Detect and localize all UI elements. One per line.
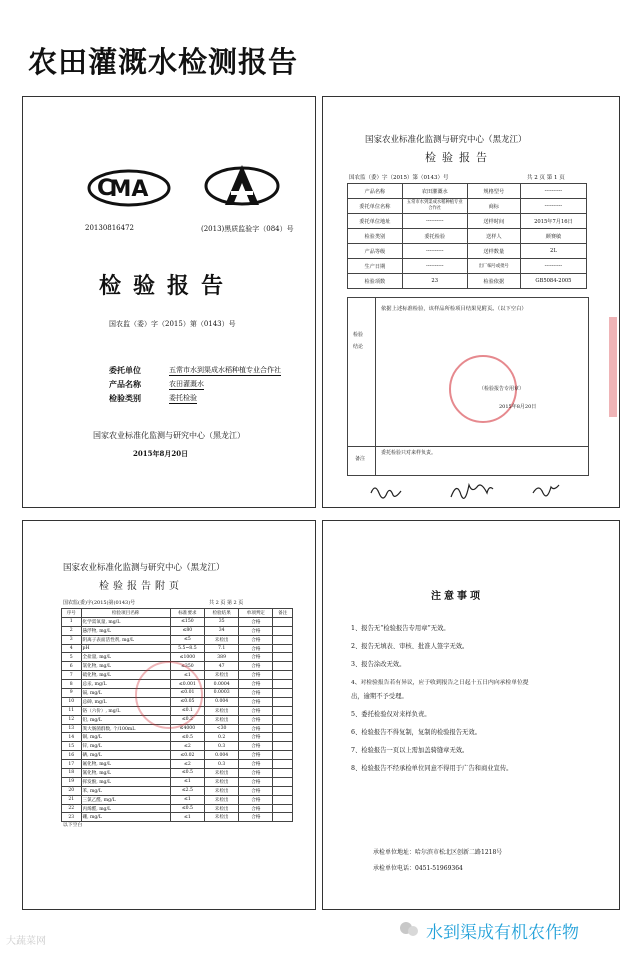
- cell: 合格: [239, 653, 273, 662]
- appendix-blank-note: 以下空白: [63, 823, 83, 828]
- column-header: 序号: [62, 609, 82, 618]
- cell: 合格: [239, 795, 273, 804]
- cover-field-value: 五常市水到渠成水稻种植专业合作社: [169, 366, 281, 374]
- cell: 10: [62, 697, 82, 706]
- cell: [273, 626, 293, 635]
- cover-code-right: (2013)黑质监验字（084）号: [201, 225, 294, 233]
- cell: [273, 617, 293, 626]
- cell: [273, 706, 293, 715]
- table-header-row: [62, 609, 293, 618]
- cell: ≤0.02: [170, 751, 204, 760]
- cell: [273, 760, 293, 769]
- cell: 15: [62, 742, 82, 751]
- cell: 合格: [239, 697, 273, 706]
- cell: 检验类别: [348, 229, 403, 244]
- table-row: [62, 635, 293, 644]
- table-row: [62, 804, 293, 813]
- cell: 0.0003: [205, 689, 239, 698]
- notice-item: 2、报告无填表、审核、批准人签字无效。: [351, 643, 469, 650]
- signatures: [365, 479, 585, 503]
- cell: 商标: [467, 199, 520, 214]
- page-title: 农田灌溉水检测报告: [28, 45, 299, 79]
- cell: 合格: [239, 777, 273, 786]
- appendix-stamp: [135, 661, 203, 729]
- cell: 合格: [239, 724, 273, 733]
- cell: [273, 662, 293, 671]
- report-title: 检验报告: [425, 151, 493, 164]
- cell: 合格: [239, 671, 273, 680]
- cell: 产品等级: [348, 244, 403, 259]
- cell: 苯, mg/L: [81, 786, 170, 795]
- column-header: 单项判定: [239, 609, 273, 618]
- cell: ≤150: [170, 617, 204, 626]
- cell: 合格: [239, 804, 273, 813]
- cell: [273, 715, 293, 724]
- table-row: [348, 229, 587, 244]
- cell: 7.1: [205, 644, 239, 653]
- cell: 总汞, mg/L: [81, 680, 170, 689]
- cell: 20: [62, 786, 82, 795]
- report-number: 国农监（委）字（2015）第（0143）号: [349, 175, 449, 181]
- cell: [273, 804, 293, 813]
- cell: [273, 697, 293, 706]
- cell: 未检出: [205, 706, 239, 715]
- cell: 合格: [239, 813, 273, 822]
- notice-item: 出，逾期不予受理。: [351, 693, 408, 700]
- table-row: [348, 214, 587, 229]
- cover-field-label: 检验类别: [109, 393, 141, 403]
- cell: 规格型号: [467, 184, 520, 199]
- sign-date: 2015年8月20日: [499, 404, 537, 410]
- cell: 铜, mg/L: [81, 733, 170, 742]
- cell: 颜赛敏: [520, 229, 586, 244]
- cell: 6: [62, 662, 82, 671]
- report-page: [322, 96, 620, 508]
- cell: 合格: [239, 733, 273, 742]
- table-row: [62, 644, 293, 653]
- cell: ≤5: [170, 635, 204, 644]
- cell: ≤0.01: [170, 689, 204, 698]
- cover-org: 国家农业标准化监测与研究中心（黑龙江）: [93, 431, 245, 440]
- notice-phone: 承检单位电话：0451-51969364: [373, 865, 463, 872]
- cell: 合格: [239, 662, 273, 671]
- cell: 11: [62, 706, 82, 715]
- cell: 5: [62, 653, 82, 662]
- cell: 17: [62, 760, 82, 769]
- cell: 送样人: [467, 229, 520, 244]
- table-row: [62, 813, 293, 822]
- table-row: [62, 786, 293, 795]
- column-header: 备注: [273, 609, 293, 618]
- svg-text:C: C: [97, 176, 114, 201]
- cell: 未检出: [205, 777, 239, 786]
- table-row: [62, 769, 293, 778]
- cell: 挥发酚, mg/L: [81, 777, 170, 786]
- report-info-table: [347, 183, 587, 289]
- cell: ≤80: [170, 626, 204, 635]
- cell: 合格: [239, 769, 273, 778]
- cell: 送样数量: [467, 244, 520, 259]
- cell: ----------: [520, 199, 586, 214]
- wechat-icon: [398, 918, 420, 940]
- cell: 0.0004: [205, 680, 239, 689]
- table-row: [348, 184, 587, 199]
- notice-item: 8、检验报告不经承检单位同意不得用于广告和商业宣传。: [351, 765, 513, 772]
- cell: [273, 653, 293, 662]
- footer-brand: 水到渠成有机农作物: [426, 923, 579, 943]
- conclusion-label: 检验结论: [353, 332, 364, 350]
- cell: 检验项数: [348, 274, 403, 289]
- appendix-org: 国家农业标准化监测与研究中心（黑龙江）: [63, 563, 225, 573]
- svg-text:MA: MA: [109, 177, 149, 202]
- footer: [0, 908, 640, 960]
- cal-logo: [201, 159, 283, 213]
- cell: 丙烯醛, mg/L: [81, 804, 170, 813]
- remark-text: 委托检验只对来样负责。: [381, 450, 437, 456]
- cell: [273, 769, 293, 778]
- cell: 3: [62, 635, 82, 644]
- cell: 氟化物, mg/L: [81, 760, 170, 769]
- notice-item: 6、检验报告不得复制，复制的检验报告无效。: [351, 729, 481, 736]
- cell: ≤1000: [170, 653, 204, 662]
- cell: 铅, mg/L: [81, 715, 170, 724]
- cell: ----------: [520, 184, 586, 199]
- cell: ≤1: [170, 795, 204, 804]
- cell: 47: [205, 662, 239, 671]
- cell: 化学需氧量, mg/L: [81, 617, 170, 626]
- cell: 0.3: [205, 742, 239, 751]
- stamp-text: （检验报告专用章）: [479, 386, 525, 392]
- cell: ≤0.05: [170, 697, 204, 706]
- cell: 锌, mg/L: [81, 742, 170, 751]
- cell: 389: [205, 653, 239, 662]
- cell: 合格: [239, 680, 273, 689]
- cell: 总砷, mg/L: [81, 697, 170, 706]
- cell: 未检出: [205, 715, 239, 724]
- cell: pH: [81, 644, 170, 653]
- cell: [273, 751, 293, 760]
- cover-date: 2015年8月20日: [133, 449, 189, 458]
- cell: 23: [402, 274, 467, 289]
- notice-item: 1、报告无“检验报告专用章”无效。: [351, 625, 450, 632]
- notice-page: [322, 520, 620, 910]
- cma-logo: [85, 165, 173, 211]
- cell: 委托检验: [402, 229, 467, 244]
- notice-title: 注意事项: [431, 591, 483, 602]
- conclusion-text: 依据上述标准检验，该样品所检项目结果见附页。（以下空白）: [381, 306, 527, 312]
- appendix-report-no: 国农监(委)字(2015)第(0143)号: [63, 600, 136, 606]
- cell: ≤2.5: [170, 786, 204, 795]
- cell: 2015年7月16日: [520, 214, 586, 229]
- cell: 未检出: [205, 813, 239, 822]
- notice-item: 4、对检验报告若有异议，应于收到报告之日起十五日内向承检单位提: [351, 680, 529, 686]
- cell: 出厂编号或批号: [467, 259, 520, 274]
- cell: [273, 671, 293, 680]
- cell: ≤1: [170, 777, 204, 786]
- notice-address: 承检单位地址：哈尔滨市松北区创新二路1218号: [373, 849, 503, 856]
- cell: 2: [62, 626, 82, 635]
- cell: 铬（六价）, mg/L: [81, 706, 170, 715]
- cell: 7: [62, 671, 82, 680]
- table-row: [62, 751, 293, 760]
- cell: GB5084-2005: [520, 274, 586, 289]
- cell: <30: [205, 724, 239, 733]
- cell: 合格: [239, 644, 273, 653]
- table-row: [62, 742, 293, 751]
- table-row: [62, 653, 293, 662]
- cell: 氰化物, mg/L: [81, 769, 170, 778]
- cell: 21: [62, 795, 82, 804]
- cell: ≤0.5: [170, 804, 204, 813]
- cell: 合格: [239, 760, 273, 769]
- cell: 未检出: [205, 671, 239, 680]
- cell: [273, 724, 293, 733]
- cell: [273, 680, 293, 689]
- table-row: [62, 733, 293, 742]
- notice-item: 7、检验报告一页以上需加盖骑缝章无效。: [351, 747, 469, 754]
- cell: 0.3: [205, 760, 239, 769]
- cell: 三氯乙醛, mg/L: [81, 795, 170, 804]
- cell: 23: [62, 813, 82, 822]
- table-row: [348, 244, 587, 259]
- cover-field-value: 委托检验: [169, 394, 197, 402]
- cell: 0.004: [205, 697, 239, 706]
- cell: 34: [205, 626, 239, 635]
- cell: [273, 733, 293, 742]
- cell: 8: [62, 680, 82, 689]
- cell: 镉, mg/L: [81, 689, 170, 698]
- cell: ----------: [520, 259, 586, 274]
- cell: 2L: [520, 244, 586, 259]
- table-row: [348, 199, 587, 214]
- cell: 0.2: [205, 733, 239, 742]
- cell: 委托单位名称: [348, 199, 403, 214]
- cell: 硼, mg/L: [81, 813, 170, 822]
- cell: 合格: [239, 751, 273, 760]
- appendix-title: 检验报告附页: [99, 581, 183, 592]
- watermark-left: 大蔬菜网: [6, 936, 46, 947]
- cell: 19: [62, 777, 82, 786]
- cell: 检验依据: [467, 274, 520, 289]
- cell: ≤1: [170, 671, 204, 680]
- cell: 14: [62, 733, 82, 742]
- cell: ≤2: [170, 760, 204, 769]
- report-org: 国家农业标准化监测与研究中心（黑龙江）: [365, 135, 527, 145]
- cell: 9: [62, 689, 82, 698]
- cell: 送样时间: [467, 214, 520, 229]
- cell: 合格: [239, 706, 273, 715]
- table-row: [62, 760, 293, 769]
- cell: 硫化物, mg/L: [81, 671, 170, 680]
- table-row: [62, 617, 293, 626]
- cell: 未检出: [205, 635, 239, 644]
- cell: 5.5~8.5: [170, 644, 204, 653]
- cell: [273, 689, 293, 698]
- cover-field-label: 委托单位: [109, 365, 141, 375]
- cell: ≤2: [170, 742, 204, 751]
- cell: 硒, mg/L: [81, 751, 170, 760]
- cell: 未检出: [205, 769, 239, 778]
- cell: ----------: [402, 214, 467, 229]
- cell: [273, 795, 293, 804]
- appendix-page: [22, 520, 316, 910]
- remark-label: 备注: [355, 456, 366, 462]
- cell: 委托单位地址: [348, 214, 403, 229]
- cell: 4: [62, 644, 82, 653]
- cover-field-value: 农田灌溉水: [169, 380, 204, 388]
- cell: 阴离子表面活性剂, mg/L: [81, 635, 170, 644]
- cell: 氯化物, mg/L: [81, 662, 170, 671]
- column-header: 检验结果: [205, 609, 239, 618]
- cell: [273, 786, 293, 795]
- table-row: [62, 795, 293, 804]
- cell: ≤350: [170, 662, 204, 671]
- cell: 全盐量, mg/L: [81, 653, 170, 662]
- cell: 合格: [239, 715, 273, 724]
- cell: 合格: [239, 742, 273, 751]
- cell: 1: [62, 617, 82, 626]
- cell: 悬浮物, mg/L: [81, 626, 170, 635]
- cell: 合格: [239, 626, 273, 635]
- conclusion-divider: [375, 297, 376, 445]
- cell: ≤0.5: [170, 733, 204, 742]
- cell: 粪大肠菌群数, 个/100mL: [81, 724, 170, 733]
- seam-stamp: [609, 317, 617, 417]
- cell: 生产日期: [348, 259, 403, 274]
- cell: ≤0.5: [170, 769, 204, 778]
- cover-page: [22, 96, 316, 508]
- cover-title: 检验报告: [99, 273, 236, 299]
- cell: [273, 644, 293, 653]
- cell: 未检出: [205, 786, 239, 795]
- cover-report-no: 国农监（委）字（2015）第（0143）号: [109, 320, 236, 328]
- cell: 未检出: [205, 804, 239, 813]
- cell: 合格: [239, 617, 273, 626]
- cell: ≤0.2: [170, 715, 204, 724]
- cell: 18: [62, 769, 82, 778]
- cell: 12: [62, 715, 82, 724]
- table-row: [348, 274, 587, 289]
- cell: 13: [62, 724, 82, 733]
- cell: ≤1: [170, 813, 204, 822]
- cell: ----------: [402, 259, 467, 274]
- table-row: [62, 626, 293, 635]
- cell: 35: [205, 617, 239, 626]
- cell: [273, 742, 293, 751]
- report-page-info: 共 2 页 第 1 页: [527, 175, 565, 181]
- cell: 22: [62, 804, 82, 813]
- cell: [273, 635, 293, 644]
- remark-divider: [375, 445, 376, 475]
- cell: ----------: [402, 244, 467, 259]
- cover-field-label: 产品名称: [109, 379, 141, 389]
- cell: 五常市水到渠成水稻种植专业合作社: [402, 199, 467, 214]
- column-header: 检验项目名称: [81, 609, 170, 618]
- cell: [273, 777, 293, 786]
- cell: ≤4000: [170, 724, 204, 733]
- notice-item: 5、委托检验仅对来样负责。: [351, 711, 431, 718]
- cell: 合格: [239, 635, 273, 644]
- table-row: [62, 777, 293, 786]
- cell: 未检出: [205, 795, 239, 804]
- appendix-page-info: 共 2 页 第 2 页: [209, 600, 244, 606]
- table-row: [348, 259, 587, 274]
- cell: [273, 813, 293, 822]
- notice-item: 3、报告涂改无效。: [351, 661, 406, 668]
- cell: ≤0.001: [170, 680, 204, 689]
- cell: 农田灌溉水: [402, 184, 467, 199]
- cell: 合格: [239, 689, 273, 698]
- cell: 0.004: [205, 751, 239, 760]
- cell: 16: [62, 751, 82, 760]
- column-header: 标准要求: [170, 609, 204, 618]
- cell: 产品名称: [348, 184, 403, 199]
- cell: 合格: [239, 786, 273, 795]
- cell: ≤0.1: [170, 706, 204, 715]
- cover-code-left: 20130816472: [85, 224, 134, 232]
